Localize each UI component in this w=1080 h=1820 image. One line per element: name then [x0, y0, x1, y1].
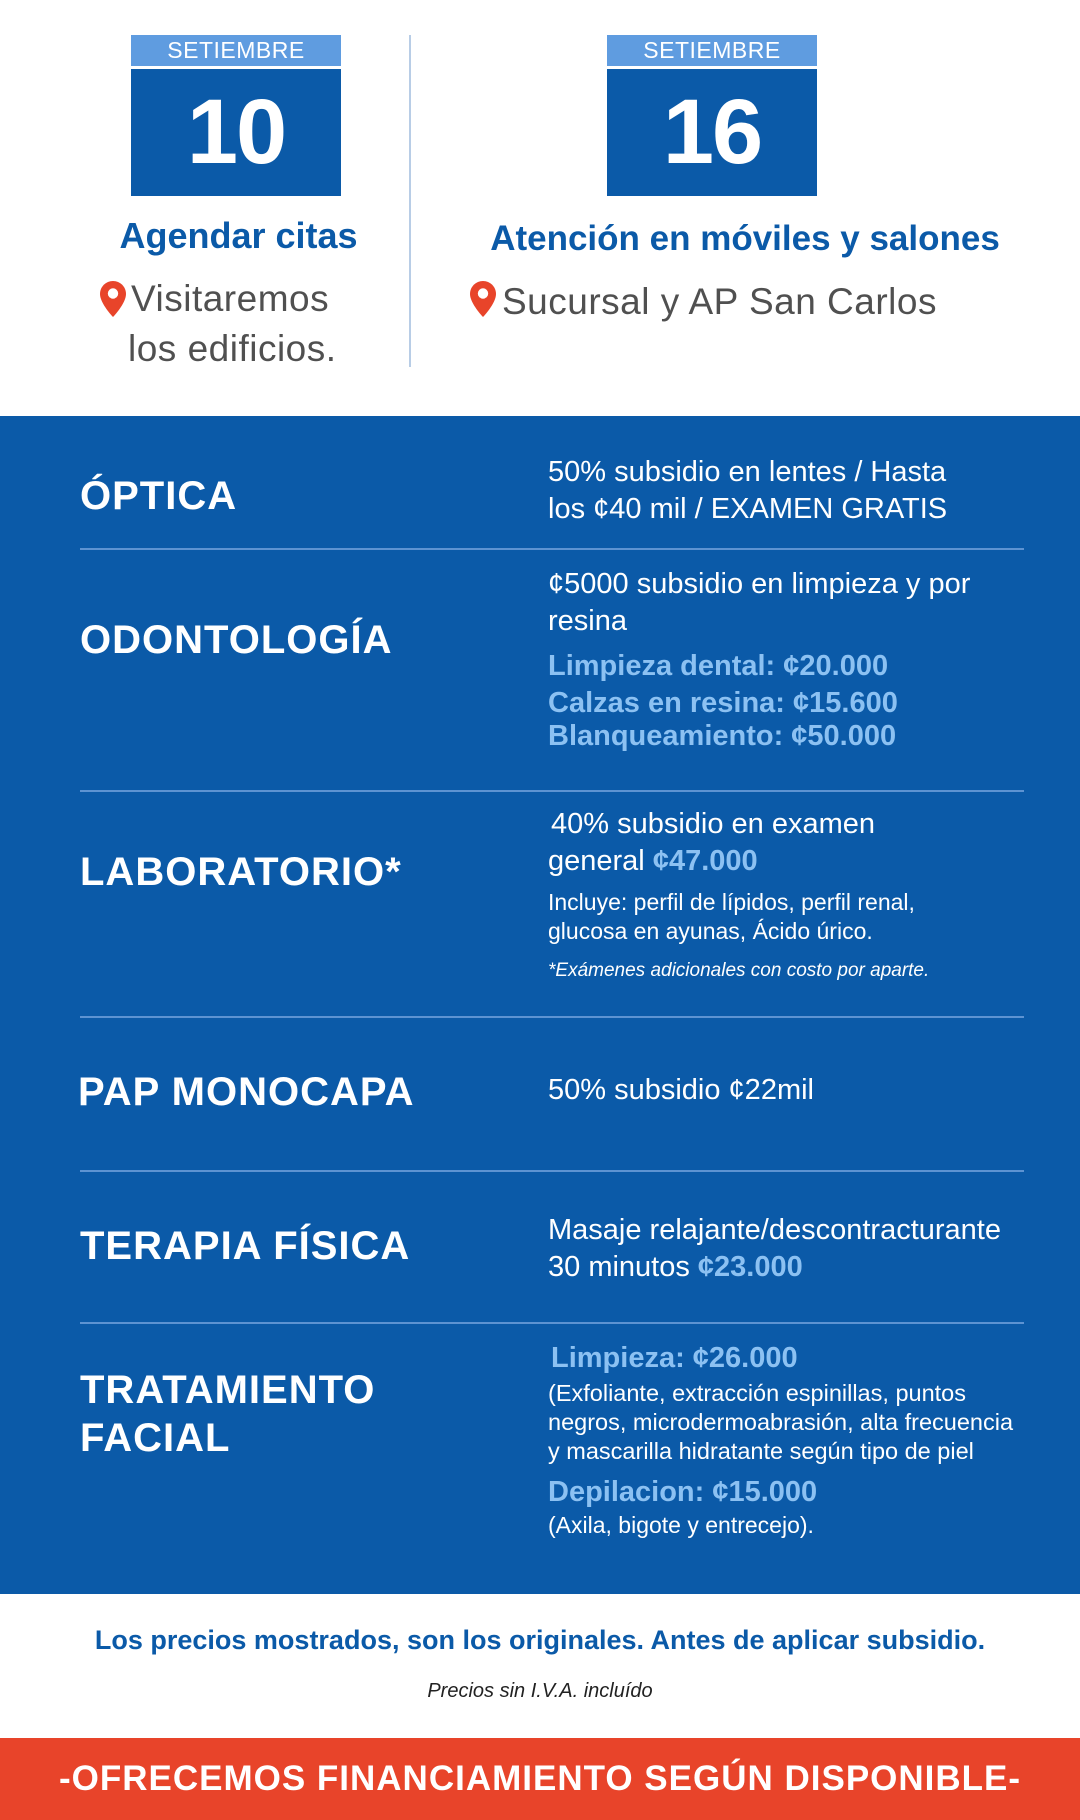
services-panel [0, 416, 1080, 1594]
laboratorio-line-1: 40% subsidio en examen [551, 808, 876, 840]
odontologia-price-limpieza: Limpieza dental: ¢20.000 [548, 650, 889, 682]
odontologia-price-blanqueamiento: Blanqueamiento: ¢50.000 [548, 720, 897, 752]
event-1-title: Agendar citas [119, 215, 358, 256]
service-desc-optica [548, 454, 947, 528]
optica-line-2: los ¢40 mil / EXAMEN GRATIS [548, 493, 948, 525]
laboratorio-line-2 [548, 843, 929, 880]
service-name-optica: ÓPTICA [80, 474, 238, 518]
calendar-month: SETIEMBRE [607, 35, 817, 66]
laboratorio-includes-1: Incluye: perfil de lípidos, perfil renal, [548, 889, 915, 915]
terapia-price: ¢23.000 [697, 1251, 803, 1283]
odontologia-line-1: ¢5000 subsidio en limpieza y por [548, 568, 971, 600]
service-name-pap: PAP MONOCAPA [78, 1070, 415, 1114]
odontologia-price-calzas: Calzas en resina: ¢15.600 [548, 687, 898, 719]
service-desc-pap [548, 1072, 814, 1109]
service-divider [80, 1016, 1024, 1018]
event-1-location-line-1: Visitaremos [131, 278, 330, 319]
event-2-title: Atención en móviles y salones [490, 219, 1000, 258]
service-divider [80, 1170, 1024, 1172]
laboratorio-includes-2: glucosa en ayunas, Ácido úrico. [548, 918, 873, 944]
odontologia-line-2: resina [548, 605, 627, 637]
calendar-badge-event-2 [607, 35, 817, 196]
service-name-odontologia: ODONTOLOGÍA [80, 618, 393, 662]
terapia-line-2-text: 30 minutos [548, 1251, 690, 1283]
calendar-badge-event-1 [131, 35, 341, 196]
laboratorio-footnote: *Exámenes adicionales con costo por aparte. [548, 960, 930, 981]
laboratorio-price: ¢47.000 [652, 845, 758, 877]
service-desc-terapia [548, 1212, 1001, 1286]
events-divider [409, 35, 411, 367]
facial-detail-4: (Axila, bigote y entrecejo). [548, 1512, 814, 1538]
facial-detail-3: y mascarilla hidratante según tipo de piel [548, 1438, 974, 1464]
vat-note: Precios sin I.V.A. incluído [427, 1680, 653, 1702]
event-2-location: Sucursal y AP San Carlos [502, 281, 937, 322]
service-desc-laboratorio [548, 806, 929, 984]
service-divider [80, 1322, 1024, 1324]
facial-detail-1: (Exfoliante, extracción espinillas, puntos [548, 1380, 966, 1406]
financing-banner: -OFRECEMOS FINANCIAMIENTO SEGÚN DISPONIBLE- [0, 1738, 1080, 1820]
service-divider [80, 548, 1024, 550]
terapia-line-2 [548, 1249, 1001, 1286]
service-divider [80, 790, 1024, 792]
facial-detail-2: negros, microdermoabrasión, alta frecuencia [548, 1409, 1014, 1435]
calendar-day: 10 [131, 69, 341, 196]
service-name-terapia: TERAPIA FÍSICA [80, 1224, 411, 1268]
facial-price-depilacion: Depilacion: ¢15.000 [548, 1476, 818, 1508]
laboratorio-line-2-text: general [548, 845, 645, 877]
calendar-month: SETIEMBRE [131, 35, 341, 66]
facial-price-limpieza: Limpieza: ¢26.000 [551, 1342, 798, 1374]
service-name-laboratorio: LABORATORIO* [80, 850, 402, 894]
optica-line-1: 50% subsidio en lentes / Hasta [548, 456, 947, 488]
service-name-facial-line-2: FACIAL [80, 1416, 231, 1460]
service-desc-facial [548, 1340, 1013, 1540]
service-desc-odontologia [548, 566, 970, 755]
location-pin-icon [470, 281, 496, 317]
pricing-note: Los precios mostrados, son los originales. Antes de aplicar subsidio. [94, 1625, 986, 1655]
event-1-location-line-2: los edificios. [128, 328, 337, 369]
pap-line-1: 50% subsidio ¢22mil [548, 1074, 814, 1106]
terapia-line-1: Masaje relajante/descontracturante [548, 1214, 1001, 1246]
events-section [0, 0, 1080, 416]
service-name-facial-line-1: TRATAMIENTO [80, 1368, 376, 1412]
calendar-day: 16 [607, 69, 817, 196]
location-pin-icon [100, 281, 126, 317]
